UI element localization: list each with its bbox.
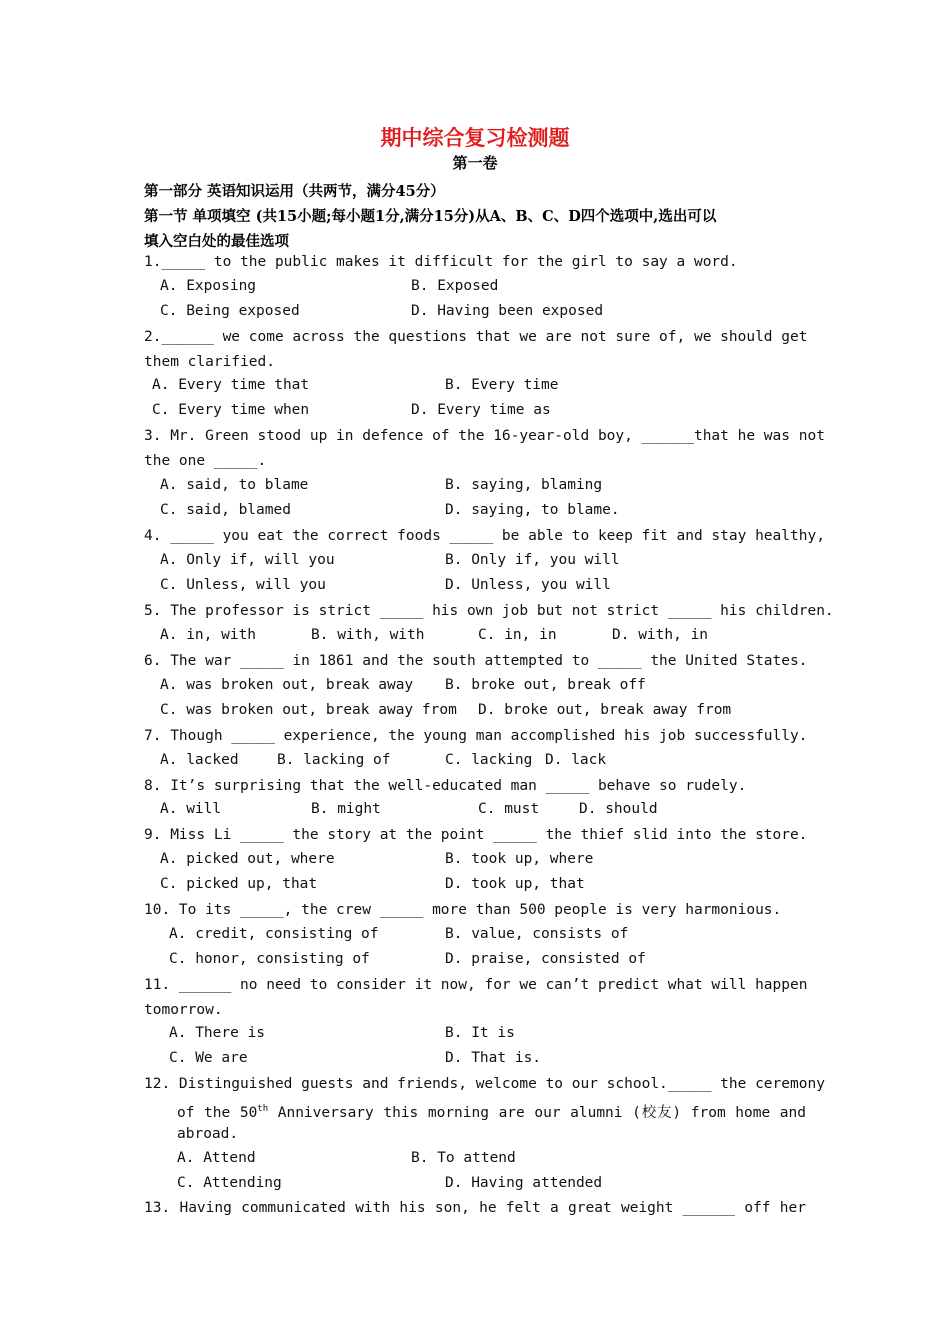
question-10: 10. To its _____, the crew _____ more than 500 people is very harmonious.	[144, 902, 782, 918]
q10-option-c: C. honor, consisting of	[169, 951, 370, 967]
q7-option-a: A. lacked	[160, 752, 239, 768]
q5-option-a: A. in, with	[160, 627, 257, 643]
q8-option-c: C. must	[478, 801, 540, 817]
q2-option-b: B. Every time	[445, 377, 559, 393]
q9-option-b: B. took up, where	[445, 851, 594, 867]
q6-option-b: B. broke out, break off	[445, 677, 646, 693]
question-8: 8. It’s surprising that the well-educated man _____ behave so rudely.	[144, 778, 747, 794]
q4-option-c: C. Unless, will you	[160, 577, 326, 593]
q8-option-a: A. will	[160, 801, 222, 817]
q4-option-a: A. Only if, will you	[160, 552, 335, 568]
q10-option-a: A. credit, consisting of	[169, 926, 379, 942]
question-2-cont: them clarified.	[144, 354, 275, 370]
q4-option-b: B. Only if, you will	[445, 552, 620, 568]
q2-option-d: D. Every time as	[411, 402, 551, 418]
q1-option-d: D. Having been exposed	[411, 303, 604, 319]
question-3-cont: the one _____.	[144, 453, 267, 469]
q7-option-b: B. lacking of	[277, 752, 391, 768]
question-11: 11. ______ no need to consider it now, for we can’t predict what will happen	[144, 977, 808, 993]
question-12-end: abroad.	[177, 1126, 239, 1142]
q4-option-d: D. Unless, you will	[445, 577, 611, 593]
q1-option-a: A. Exposing	[160, 278, 257, 294]
q11-option-b: B. It is	[445, 1025, 515, 1041]
q12-option-c: C. Attending	[177, 1175, 282, 1191]
q3-option-b: B. saying, blaming	[445, 477, 603, 493]
q3-option-d: D. saying, to blame.	[445, 502, 620, 518]
q2-option-a: A. Every time that	[152, 377, 310, 393]
question-3: 3. Mr. Green stood up in defence of the 16-year-old boy, ______that he was not	[144, 428, 825, 444]
q5-option-c: C. in, in	[478, 627, 557, 643]
question-4: 4. _____ you eat the correct foods _____ be able to keep fit and stay healthy,	[144, 528, 825, 544]
q5-option-b: B. with, with	[311, 627, 425, 643]
question-12-cont: of the 50th Anniversary this morning are our alumni (校友) from home and	[177, 1104, 806, 1121]
q2-option-c: C. Every time when	[152, 402, 310, 418]
q8-option-d: D. should	[579, 801, 658, 817]
q5-option-d: D. with, in	[612, 627, 709, 643]
question-6: 6. The war _____ in 1861 and the south attempted to _____ the United States.	[144, 653, 808, 669]
q9-option-d: D. took up, that	[445, 876, 585, 892]
q12-option-a: A. Attend	[177, 1150, 256, 1166]
q12-option-d: D. Having attended	[445, 1175, 603, 1191]
section-heading-cont: 填入空白处的最佳选项	[144, 233, 289, 250]
q3-option-c: C. said, blamed	[160, 502, 291, 518]
page-title: 期中综合复习检测题	[380, 125, 570, 150]
q7-option-c: C. lacking	[445, 752, 533, 768]
q10-option-b: B. value, consists of	[445, 926, 629, 942]
q8-option-b: B. might	[311, 801, 381, 817]
q1-option-b: B. Exposed	[411, 278, 499, 294]
question-7: 7. Though _____ experience, the young man accomplished his job successfully.	[144, 728, 808, 744]
q7-option-d: D. lack	[545, 752, 607, 768]
volume-subtitle: 第一卷	[452, 154, 498, 172]
part-heading: 第一部分 英语知识运用（共两节，满分45分）	[144, 183, 445, 200]
q11-option-d: D. That is.	[445, 1050, 542, 1066]
q6-option-c: C. was broken out, break away from	[160, 702, 457, 718]
q10-option-d: D. praise, consisted of	[445, 951, 646, 967]
q3-option-a: A. said, to blame	[160, 477, 309, 493]
question-5: 5. The professor is strict _____ his own job but not strict _____ his children.	[144, 603, 834, 619]
question-2: 2.______ we come across the questions that we are not sure of, we should get	[144, 329, 808, 345]
section-heading: 第一节 单项填空 (共15小题;每小题1分,满分15分)从A、B、C、D四个选项中,选出可以	[144, 208, 717, 225]
question-1: 1._____ to the public makes it difficult for the girl to say a word.	[144, 254, 738, 270]
q9-option-a: A. picked out, where	[160, 851, 335, 867]
question-12: 12. Distinguished guests and friends, welcome to our school._____ the ceremony	[144, 1076, 825, 1092]
question-13: 13. Having communicated with his son, he felt a great weight ______ off her	[144, 1200, 806, 1216]
q11-option-c: C. We are	[169, 1050, 248, 1066]
q12-option-b: B. To attend	[411, 1150, 516, 1166]
q1-option-c: C. Being exposed	[160, 303, 300, 319]
question-11-cont: tomorrow.	[144, 1002, 223, 1018]
q9-option-c: C. picked up, that	[160, 876, 318, 892]
question-9: 9. Miss Li _____ the story at the point _____ the thief slid into the store.	[144, 827, 808, 843]
q6-option-a: A. was broken out, break away	[160, 677, 414, 693]
q11-option-a: A. There is	[169, 1025, 266, 1041]
q6-option-d: D. broke out, break away from	[478, 702, 732, 718]
